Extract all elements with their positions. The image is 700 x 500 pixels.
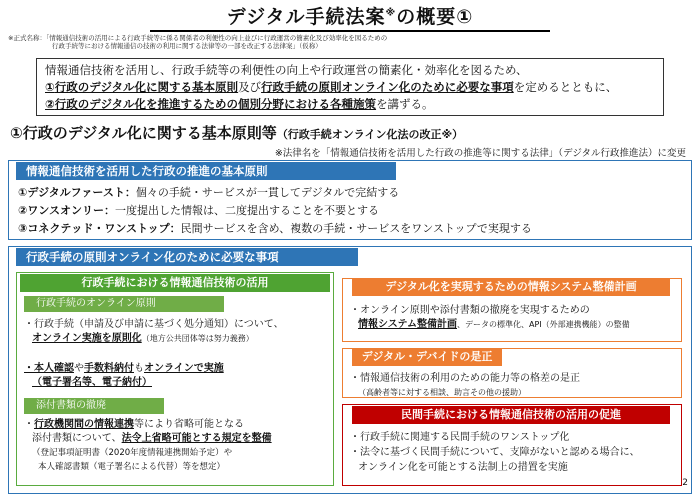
digital-divide-text: ・情報通信技術の利用のための能力等の格差の是正 （高齢者等に対する相談、助言その他の援助） (350, 373, 580, 397)
green-sub-online: 行政手続のオンライン原則 (24, 296, 224, 312)
page-title (0, 2, 700, 29)
private-procedure-band: 民間手続における情報通信技術の活用の促進 (352, 406, 670, 424)
green-sub-attach: 添付書類の撤廃 (24, 398, 164, 414)
law-name-note: ※法律名を「情報通信技術を活用した行政の推進等に関する法律」（デジタル行政推進法）に変更 (274, 148, 686, 159)
page-number: 2 (682, 478, 688, 488)
principles-band: 情報通信技術を活用した行政の推進の基本原則 (16, 162, 396, 180)
private-procedure-text: ・行政手続に関連する民間手続のワンストップ化 ・法令に基づく民間手続について、支障がないと認める場合に、 オンライン化を可能とする法制上の措置を実施 (350, 432, 640, 473)
official-name (8, 34, 568, 50)
system-plan-text: ・オンライン原則や添付書類の撤廃を実現するための 情報システム整備計画、データの標準化、API（外部連携機能）の整備 (350, 305, 630, 330)
summary-line1: 情報通信技術を活用し、行政手続等の利便性の向上や行政運営の簡素化・効率化を図るため、 (45, 63, 528, 77)
system-plan-band: デジタル化を実現するための情報システム整備計画 (352, 278, 670, 296)
title-suffix: の概要① (396, 6, 474, 28)
title-underline (150, 30, 550, 32)
green-text-online: ・行政手続（申請及び申請に基づく処分通知）について、 オンライン実施を原則化（地方公共団体等は努力義務） (24, 319, 284, 344)
principle-item: ③コネクテッド・ワンストップ：民間サービスを含め、複数の手続・サービスをワンストップで実現する (18, 222, 532, 235)
principle-item: ②ワンスオンリー：一度提出した情報は、二度提出することを不要とする (18, 204, 379, 217)
summary-line2: ①行政のデジタル化に関する基本原則及び行政手続の原則オンライン化のために必要な事項を定めるとともに、 (45, 80, 618, 94)
section-heading: ①行政のデジタル化に関する基本原則等（行政手続オンライン化法の改正※） (10, 124, 464, 142)
green-text-auth: ・本人確認や手数料納付もオンラインで実施 （電子署名等、電子納付） (24, 363, 224, 388)
title-main: デジタル手続法案 (226, 6, 386, 28)
green-text-attach: ・行政機関間の情報連携等により省略可能となる 添付書類について、法令上省略可能とする規定を整備 （登記事項証明書（2020年度情報連携開始予定）や 本人確認書類（電子署名による代替）等を想定） (24, 419, 272, 472)
summary-box (36, 58, 664, 116)
principles-list (18, 184, 532, 238)
principle-item: ①デジタルファースト：個々の手続・サービスが一貫してデジタルで完結する (18, 186, 400, 199)
title-mark: ※ (385, 7, 397, 19)
official-name-line1: ※正式名称：「情報通信技術の活用による行政手続等に係る関係者の利便性の向上並びに行政運営の簡素化及び効率化を図るための (8, 34, 388, 42)
online-band: 行政手続の原則オンライン化のために必要な事項 (16, 248, 358, 266)
summary-line3: ②行政のデジタル化を推進するための個別分野における各種施策を講ずる。 (45, 97, 434, 111)
official-name-line2: 行政手続等における情報通信の技術の利用に関する法律等の一部を改正する法律案」（仮称） (52, 42, 322, 50)
green-band: 行政手続における情報通信技術の活用 (20, 274, 330, 292)
digital-divide-band: デジタル・デバイドの是正 (352, 348, 502, 366)
